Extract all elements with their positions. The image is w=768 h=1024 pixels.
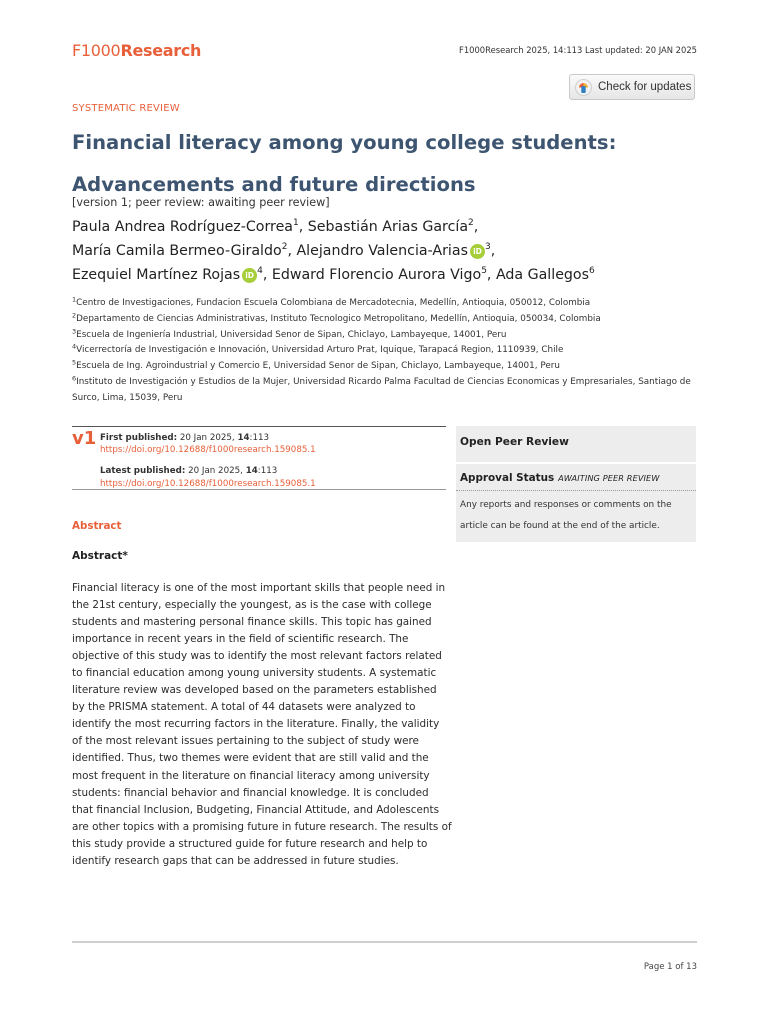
- abstract-body: Financial literacy is one of the most important skills that people need in the 21st century, especially the youngest, as is the case with college students and mastering personal finance skills. This topic has gained importance in recent years in the field of scientific research. The objective of this study was to identify the most relevant factors related to financial education among young university students. A systematic literature review was developed based on the parameters established by the PRISMA statement. A total of 44 datasets were analyzed to identify the most recurring factors in the literature. Finally, the validity of the most relevant issues pertaining to the subject of study were identified. Thus, two themes were evident that are still valid and the most frequent in the literature on financial literacy among university students: financial behavior and financial knowledge. It is concluded that financial Inclusion, Budgeting, Financial Attitude, and Adolescents are other topics with a promising future in future research. The results of this study provide a structured guide for future research and help to identify research gaps that can be addressed in future studies.: [72, 582, 452, 867]
- author-affiliation-ref: 5: [481, 266, 487, 276]
- author-affiliation-ref: 3: [484, 242, 491, 252]
- page-number: Page 1 of 13: [643, 962, 697, 972]
- peer-review-title: Open Peer Review: [460, 436, 569, 448]
- author-name[interactable]: María Camila Bermeo-Giraldo: [72, 243, 282, 259]
- citation-line: F1000Research 2025, 14:113 Last updated: 20 JAN 2025: [459, 45, 697, 55]
- article-type: SYSTEMATIC REVIEW: [72, 103, 180, 114]
- check-for-updates-button[interactable]: [569, 74, 695, 100]
- author-name[interactable]: Ada Gallegos: [495, 267, 589, 283]
- check-updates-label: Check for updates: [598, 81, 692, 93]
- author-affiliation-ref: 2: [468, 218, 474, 228]
- orcid-icon[interactable]: iD: [242, 268, 257, 283]
- check-updates-icon: [575, 79, 592, 96]
- title-line-1: Financial literacy among young college students:: [72, 131, 617, 154]
- author-name[interactable]: Edward Florencio Aurora Vigo: [271, 267, 482, 283]
- article-title: [72, 122, 692, 206]
- affiliation-item: $^3$Escuela de Ingeniería Industrial, Universidad Senor de Sipan, Chiclayo, Lambayeque, 14001, Peru: [72, 327, 507, 340]
- author-line-1: Paula Andrea Rodríguez-Correa$^1$, Sebastián Arias García$^2$,: [72, 218, 479, 235]
- latest-published-doi-link[interactable]: https://doi.org/10.12688/f1000research.159085.1: [100, 478, 316, 489]
- latest-published: Latest published: 20 Jan 2025, 14:113: [100, 466, 278, 477]
- author-line-2: María Camila Bermeo-Giraldo$^2$, Alejandro Valencia-Arias iD $^3$,: [72, 242, 496, 259]
- logo-f1000: F1000: [72, 41, 121, 60]
- version-badge: v1: [72, 428, 97, 449]
- author-affiliation-ref: 1: [293, 218, 299, 228]
- affiliation-item: $^4$Vicerrectoría de Investigación e Innovación, Universidad Arturo Prat, Iquique, Tarapacá Region, 1110939, Chile: [72, 342, 564, 356]
- journal-logo[interactable]: [72, 40, 201, 62]
- logo-research: Research: [120, 41, 202, 60]
- approval-status-value: AWAITING PEER REVIEW: [558, 473, 660, 483]
- author-name[interactable]: Alejandro Valencia-Arias: [296, 243, 468, 259]
- affiliation-item: $^2$Departamento de Ciencias Administrativas, Instituto Tecnologico Metropolitano, Medellín, Antioquia, 050034, Colombia: [72, 311, 601, 324]
- affiliation-item: $^1$Centro de Investigaciones, Fundacion Escuela Colombiana de Mercadotecnia, Medellín, Antioquia, 050012, Colombia: [72, 295, 591, 308]
- author-name[interactable]: Sebastián Arias García: [307, 219, 469, 235]
- abstract-heading: Abstract: [72, 520, 122, 532]
- affiliation-item: $^6$Instituto de Investigación y Estudios de la Mujer, Universidad Ricardo Palma Facultad de Ciencias Economicas y Empresariales, Santiago de Surco, Lima, 15039, Peru: [72, 374, 691, 403]
- dotted-divider: [456, 490, 696, 491]
- title-line-2: Advancements and future directions: [72, 173, 476, 196]
- author-name[interactable]: Paula Andrea Rodríguez-Correa: [72, 219, 293, 235]
- affiliation-item: $^5$Escuela de Ing. Agroindustrial y Comercio E, Universidad Senor de Sipan, Chiclayo, Lambayeque, 14001, Peru: [72, 358, 560, 372]
- author-list: [72, 215, 712, 287]
- author-name[interactable]: Ezequiel Martínez Rojas: [72, 267, 241, 283]
- author-line-3: Ezequiel Martínez Rojas iD $^4$, Edward Florencio Aurora Vigo$^5$, Ada Gallegos$^6$: [72, 266, 595, 283]
- footer-divider: [72, 941, 697, 943]
- version-status: [version 1; peer review: awaiting peer review]: [72, 196, 330, 209]
- abstract-subheading: Abstract*: [72, 550, 128, 562]
- approval-status: Approval Status AWAITING PEER REVIEW: [460, 472, 660, 484]
- author-affiliation-ref: 2: [281, 242, 288, 252]
- first-published: First published: 20 Jan 2025, 14:113: [100, 433, 270, 443]
- peer-review-divider: [456, 462, 696, 464]
- first-published-doi-link[interactable]: https://doi.org/10.12688/f1000research.159085.1: [100, 445, 316, 456]
- publication-info: [100, 432, 316, 490]
- author-affiliation-ref: 6: [589, 266, 595, 276]
- affiliation-list: [72, 296, 712, 407]
- orcid-icon[interactable]: iD: [470, 244, 485, 259]
- peer-review-note: Any reports and responses or comments on the article can be found at the end of the article.: [460, 500, 672, 531]
- author-affiliation-ref: 4: [257, 266, 263, 276]
